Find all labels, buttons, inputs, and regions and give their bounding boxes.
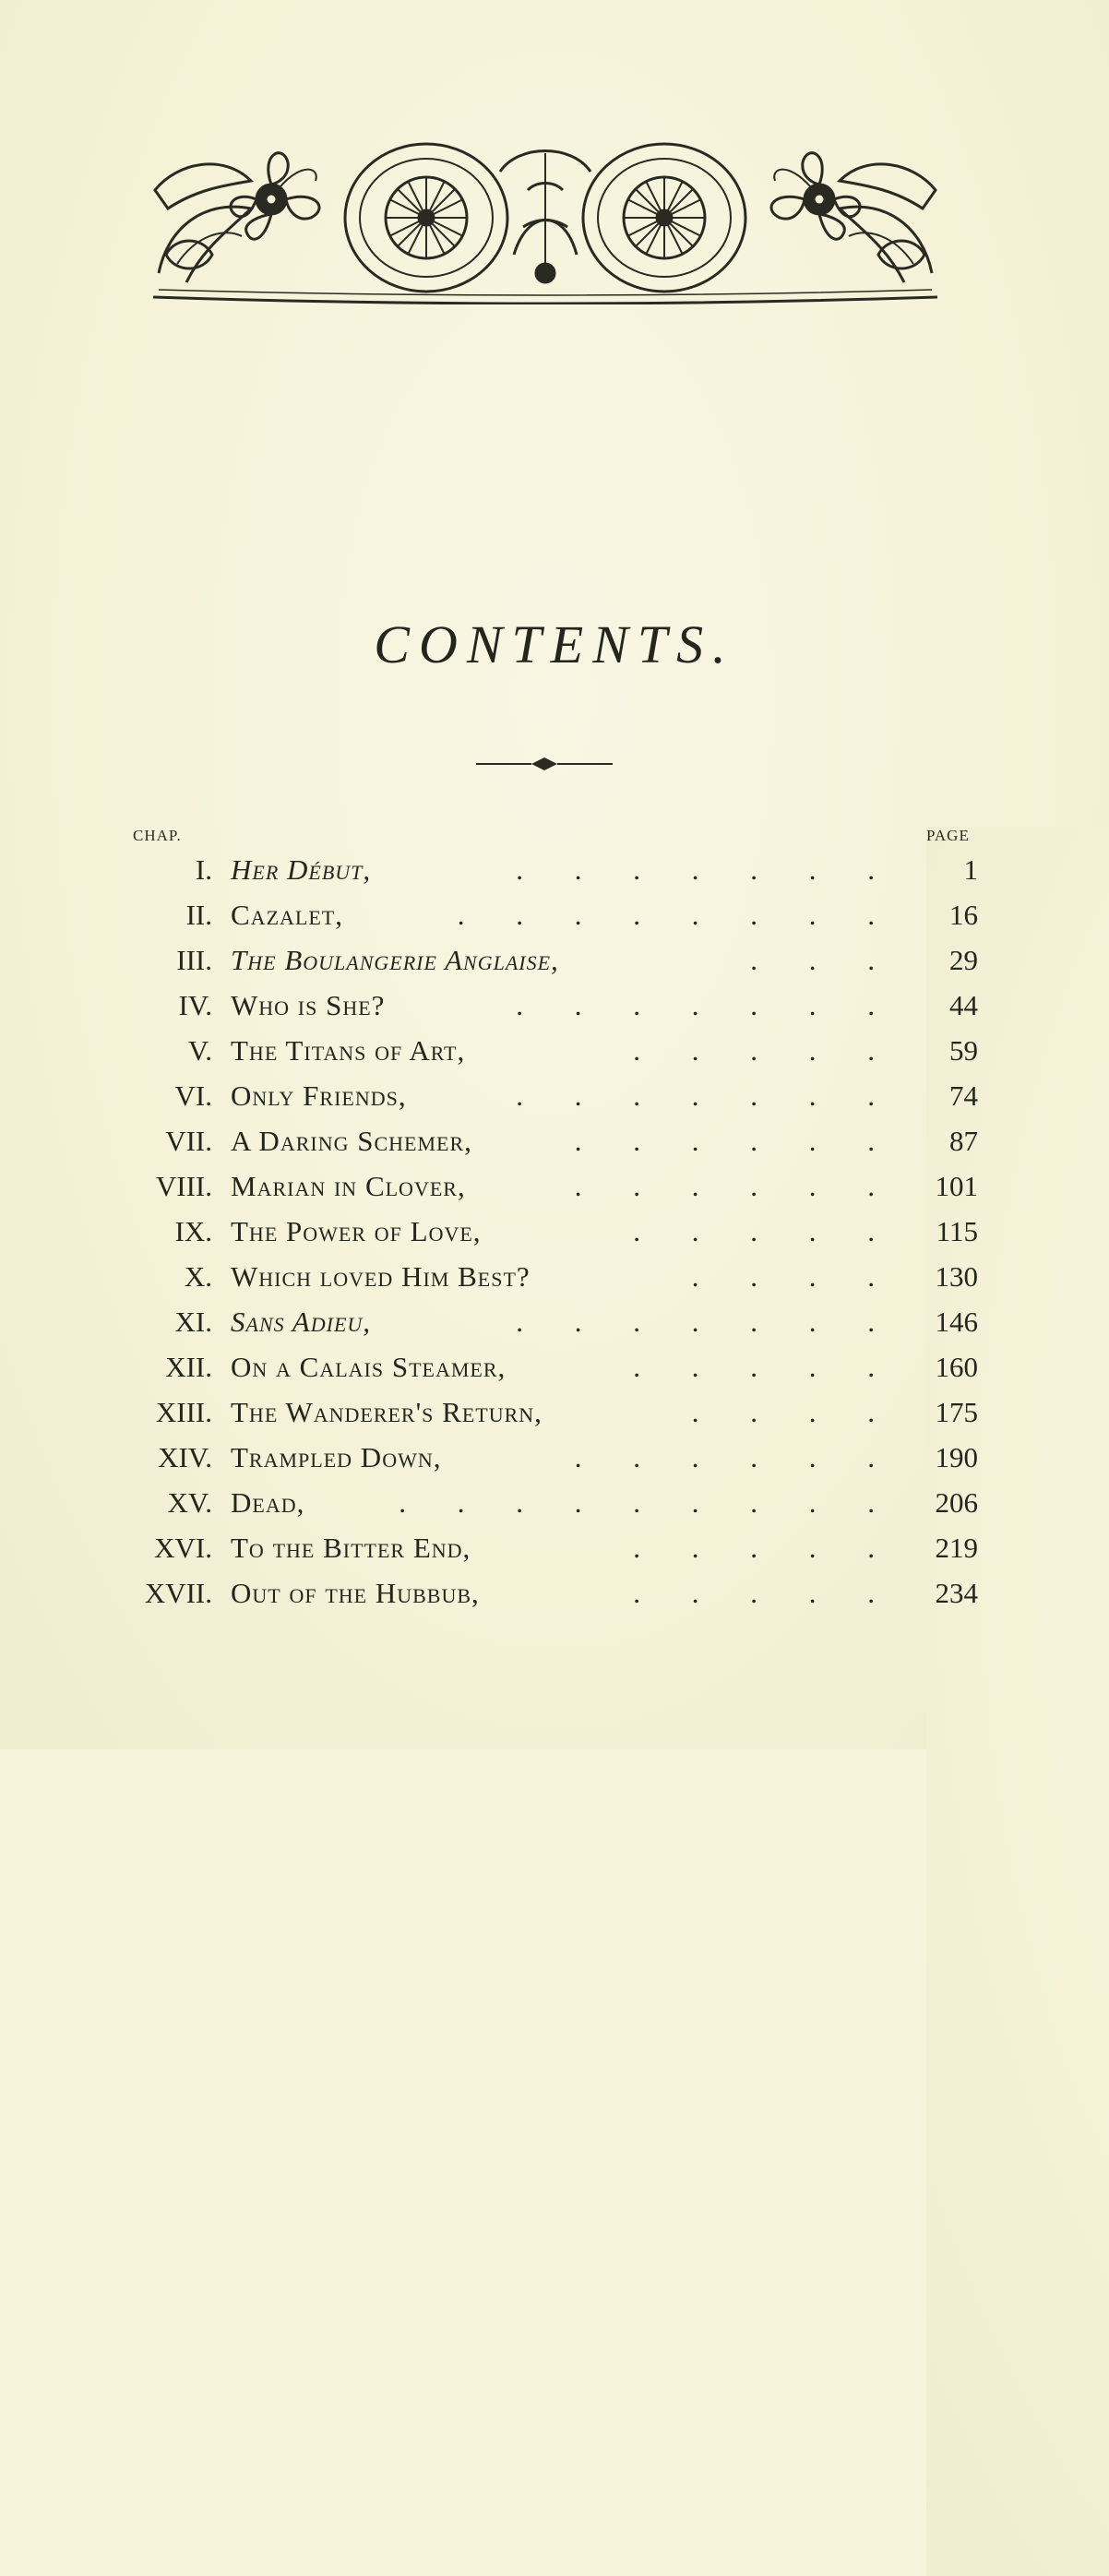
chapter-title: The Power of Love, (231, 1215, 482, 1247)
toc-entry (0, 1435, 1109, 1480)
toc-entry (0, 892, 1109, 937)
toc-entry (0, 1525, 1109, 1570)
toc-entry (0, 1118, 1109, 1163)
chapter-number: XVI. (154, 1532, 212, 1564)
chapter-number: VII. (165, 1125, 212, 1157)
page-number: 190 (935, 1441, 978, 1473)
chapter-title: Sans Adieu, (231, 1306, 372, 1338)
chapter-number: II. (185, 899, 212, 931)
dot-leader: . . . . . (633, 1532, 897, 1564)
toc-entry (0, 1028, 1109, 1073)
dot-leader: . . . . (691, 1260, 897, 1293)
toc-entry (0, 937, 1109, 983)
toc-entry (0, 1209, 1109, 1254)
chapter-number: XIII. (155, 1396, 212, 1428)
dot-leader: . . . . . . (574, 1125, 897, 1157)
dot-leader: . . . . . (633, 1034, 897, 1067)
toc-entry (0, 1299, 1109, 1344)
chapter-title: Who is She? (231, 989, 386, 1021)
chapter-number: V. (187, 1034, 212, 1067)
chapter-title: On a Calais Steamer, (231, 1351, 507, 1383)
chapter-title: The Boulangerie Anglaise, (231, 944, 559, 976)
page-number: 160 (935, 1351, 978, 1383)
page-number: 74 (949, 1079, 978, 1112)
page-column-label: PAGE (926, 827, 1109, 2576)
page-number: 87 (949, 1125, 978, 1157)
dot-leader: . . . . . . . (516, 853, 897, 886)
page-number: 29 (949, 944, 978, 976)
page-number: 234 (935, 1577, 978, 1609)
toc-entry (0, 1389, 1109, 1435)
toc-entry (0, 1163, 1109, 1209)
chapter-title: A Daring Schemer, (231, 1125, 472, 1157)
chapter-title: Her Début, (231, 853, 372, 886)
page-number: 130 (935, 1260, 978, 1293)
dot-leader: . . . . . . . . (457, 899, 897, 931)
dot-leader: . . . . . (633, 1577, 897, 1609)
chapter-number: III. (176, 944, 212, 976)
dot-leader: . . . . . . (574, 1441, 897, 1473)
page-number: 146 (935, 1306, 978, 1338)
chapter-number: VIII. (155, 1170, 212, 1202)
dot-leader: . . . . (691, 1396, 897, 1428)
chapter-title: The Titans of Art, (231, 1034, 466, 1067)
chapter-title: Out of the Hubbub, (231, 1577, 480, 1609)
chapter-title: Only Friends, (231, 1079, 407, 1112)
dot-leader: . . . . . (633, 1215, 897, 1247)
page-number: 175 (935, 1396, 978, 1428)
chapter-number: X. (184, 1260, 212, 1293)
chapter-number: XII. (165, 1351, 212, 1383)
page-number: 219 (935, 1532, 978, 1564)
chapter-title: Cazalet, (231, 899, 343, 931)
divider-ornament (476, 755, 613, 773)
dot-leader: . . . . . . . (516, 989, 897, 1021)
page-number: 101 (935, 1170, 978, 1202)
chapter-number: VI. (174, 1079, 212, 1112)
dot-leader: . . . (750, 944, 897, 976)
chapter-title: The Wanderer's Return, (231, 1396, 543, 1428)
chapter-number: XV. (167, 1486, 212, 1519)
chapter-number: XIV. (158, 1441, 212, 1473)
page-number: 16 (949, 899, 978, 931)
chapter-number: XVII. (144, 1577, 212, 1609)
toc-entry (0, 1344, 1109, 1389)
chapter-title: Dead, (231, 1486, 305, 1519)
chapter-number: IV. (178, 989, 212, 1021)
chapter-title: Which loved Him Best? (231, 1260, 531, 1293)
toc-entry (0, 847, 1109, 892)
chapter-column-label: CHAP. (133, 827, 182, 844)
toc-entry (0, 1254, 1109, 1299)
toc-entry (0, 1570, 1109, 1616)
dot-leader: . . . . . . (574, 1170, 897, 1202)
page-number: 206 (935, 1486, 978, 1519)
chapter-title: Trampled Down, (231, 1441, 442, 1473)
chapter-number: XI. (174, 1306, 212, 1338)
toc-entry (0, 1073, 1109, 1118)
page-title: CONTENTS. (374, 614, 735, 674)
page-number: 44 (949, 989, 978, 1021)
page-number: 59 (949, 1034, 978, 1067)
chapter-title: Marian in Clover, (231, 1170, 466, 1202)
ornamental-headpiece (149, 135, 941, 304)
page-number: 1 (963, 853, 978, 886)
toc-entry (0, 983, 1109, 1028)
dot-leader: . . . . . . . (516, 1306, 897, 1338)
toc-entry (0, 1480, 1109, 1525)
chapter-title: To the Bitter End, (231, 1532, 471, 1564)
dot-leader: . . . . . . . . . (399, 1486, 897, 1519)
chapter-number: I. (195, 853, 212, 886)
table-of-contents (0, 847, 1109, 1616)
dot-leader: . . . . . . . (516, 1079, 897, 1112)
dot-leader: . . . . . (633, 1351, 897, 1383)
page-number: 115 (936, 1215, 978, 1247)
chapter-number: IX. (174, 1215, 212, 1247)
